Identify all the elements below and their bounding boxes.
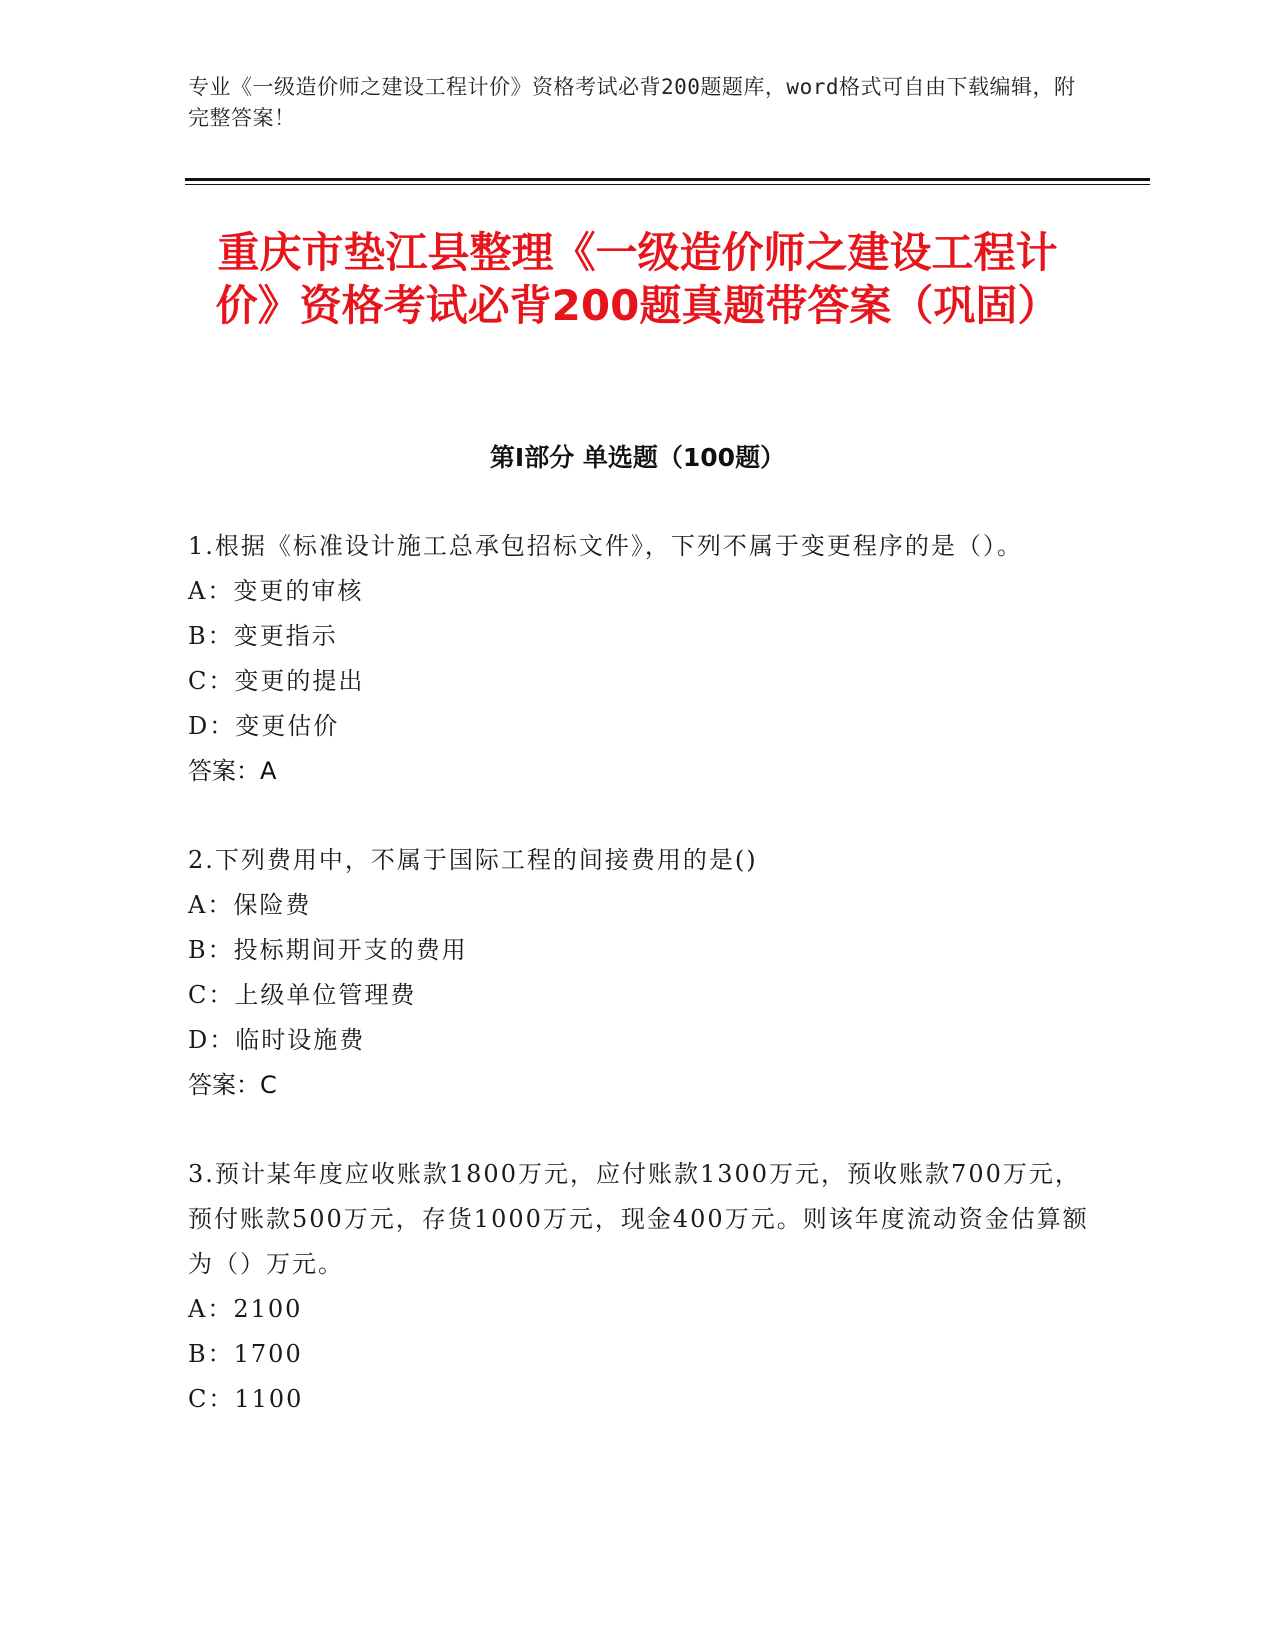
option-b: B：投标期间开支的费用 [188, 936, 468, 964]
option-c: C：上级单位管理费 [188, 981, 417, 1009]
option-a: A：2100 [188, 1295, 303, 1323]
option-d: D：临时设施费 [188, 1026, 366, 1054]
option-a: A：变更的审核 [188, 577, 364, 605]
question-1 [188, 524, 1093, 794]
header-divider-thin [185, 184, 1150, 185]
question-stem: 2.下列费用中，不属于国际工程的间接费用的是() [188, 846, 758, 874]
answer-line: 答案：A [188, 757, 277, 785]
document-title: 重庆市垫江县整理《一级造价师之建设工程计价》资格考试必背200题真题带答案（巩固） [215, 228, 1060, 330]
option-c: C：1100 [188, 1385, 304, 1413]
answer-line: 答案：C [188, 1071, 277, 1099]
header-note: 专业《一级造价师之建设工程计价》资格考试必背200题题库，word格式可自由下载编辑，附完整答案！ [188, 75, 1076, 130]
question-2 [188, 838, 1093, 1108]
question-3 [188, 1152, 1093, 1422]
option-c: C：变更的提出 [188, 667, 365, 695]
question-list [188, 524, 1093, 1466]
option-a: A：保险费 [188, 891, 312, 919]
option-b: B：1700 [188, 1340, 303, 1368]
option-b: B：变更指示 [188, 622, 338, 650]
question-stem: 1.根据《标准设计施工总承包招标文件》，下列不属于变更程序的是（）。 [188, 532, 1023, 560]
header-divider-thick [185, 178, 1150, 181]
question-stem: 3.预计某年度应收账款1800万元，应付账款1300万元，预收账款700万元，预付账款500万元，存货1000万元，现金400万元。则该年度流动资金估算额为（）万元。 [188, 1160, 1089, 1278]
option-d: D：变更估价 [188, 712, 340, 740]
section-heading: 第Ⅰ部分 单选题（100题） [489, 443, 786, 472]
